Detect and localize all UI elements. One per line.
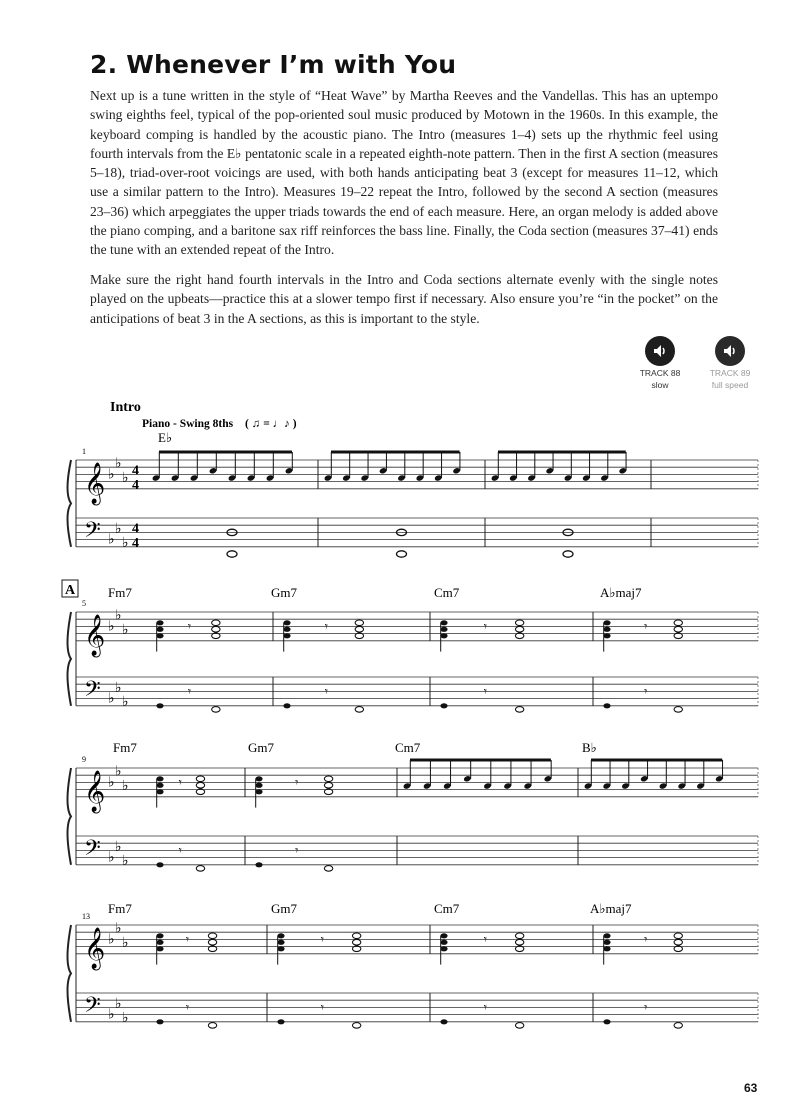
chord-symbol: B♭ xyxy=(582,740,597,755)
eighth-rest-icon: 𝄾 xyxy=(644,619,648,634)
eighth-rest-icon: 𝄾 xyxy=(320,932,324,947)
chord-note-head xyxy=(603,633,610,638)
bass-tied-note-head xyxy=(674,1023,682,1029)
key-signature-flat: ♭ xyxy=(122,535,129,552)
chord-note-head xyxy=(156,783,163,788)
bass-note-head xyxy=(277,1019,284,1024)
track-88-number: TRACK 88 xyxy=(639,368,681,378)
eighth-rest-icon: 𝄾 xyxy=(185,1000,190,1015)
chord-note-head xyxy=(603,627,610,632)
chord-symbol: Cm7 xyxy=(434,901,460,916)
bass-clef-icon: 𝄢 xyxy=(84,993,101,1024)
tied-note-head xyxy=(352,933,360,939)
chord-note-head xyxy=(156,620,163,625)
grand-staff-brace xyxy=(68,925,72,1022)
chord-note-head xyxy=(156,776,163,781)
chord-note-head xyxy=(440,940,447,945)
key-signature-flat: ♭ xyxy=(122,778,129,794)
tied-note-head xyxy=(674,626,682,632)
chord-symbol: Fm7 xyxy=(113,740,137,755)
tied-note-head xyxy=(208,933,216,939)
chord-note-head xyxy=(283,627,290,632)
bass-time-signature-top: 4 xyxy=(132,521,139,537)
tied-note-head xyxy=(212,620,220,626)
tied-note-head xyxy=(355,626,363,632)
bass-note-head xyxy=(156,703,163,708)
chord-note-head xyxy=(156,940,163,945)
whole-note xyxy=(563,551,573,557)
eighth-rest-icon: 𝄾 xyxy=(185,932,190,947)
eighth-rest-icon: 𝄾 xyxy=(320,1000,324,1015)
chord-note-head xyxy=(255,783,262,788)
treble-clef-icon: 𝄞 xyxy=(84,614,106,656)
chord-note-head xyxy=(440,627,447,632)
eighth-rest-icon: 𝄾 xyxy=(295,775,299,790)
treble-time-signature-top: 4 xyxy=(132,463,139,479)
chord-note-head xyxy=(156,633,163,638)
key-signature-flat: ♭ xyxy=(108,774,115,791)
key-signature-flat: ♭ xyxy=(108,618,115,635)
chord-symbol: A♭maj7 xyxy=(600,585,642,600)
key-signature-flat: ♭ xyxy=(115,679,122,696)
tied-note-head xyxy=(352,939,360,945)
eighth-rest-icon: 𝄾 xyxy=(178,775,182,790)
chord-symbol: Fm7 xyxy=(108,585,132,600)
grand-staff-brace xyxy=(68,768,72,865)
track-89-label: full speed xyxy=(711,380,749,390)
tied-note-head xyxy=(515,933,523,939)
tied-note-head xyxy=(355,620,363,626)
key-signature-flat: ♭ xyxy=(115,995,122,1012)
chord-note-head xyxy=(255,776,262,781)
eighth-rest-icon: 𝄾 xyxy=(324,684,329,699)
tied-note-head xyxy=(674,620,682,626)
tied-note-head xyxy=(674,933,682,939)
chord-symbol: Cm7 xyxy=(434,585,460,600)
chord-note-head xyxy=(277,946,284,951)
key-signature-flat: ♭ xyxy=(122,935,129,951)
key-signature-flat: ♭ xyxy=(122,694,129,711)
key-signature-flat: ♭ xyxy=(122,470,129,486)
eighth-rest-icon: 𝄾 xyxy=(483,619,487,634)
bass-time-signature-bottom: 4 xyxy=(132,535,139,551)
chord-note-head xyxy=(277,940,284,945)
bass-note-head xyxy=(603,703,610,708)
chord-note-head xyxy=(156,627,163,632)
bass-tied-note-head xyxy=(355,707,363,713)
bass-note-head xyxy=(156,1019,163,1024)
bass-clef-icon: 𝄢 xyxy=(84,677,101,708)
bass-tied-note-head xyxy=(212,707,220,713)
bass-tied-note-head xyxy=(208,1023,216,1029)
intro-section-label: Intro xyxy=(110,400,141,415)
tied-note-head xyxy=(212,626,220,632)
chord-note-head xyxy=(156,946,163,951)
eighth-rest-icon: 𝄾 xyxy=(483,1000,487,1015)
eighth-rest-icon: 𝄾 xyxy=(324,619,329,634)
track-89-number: TRACK 89 xyxy=(709,368,751,378)
chord-symbol: Cm7 xyxy=(395,740,421,755)
chord-note-head xyxy=(440,933,447,938)
bass-tied-note-head xyxy=(674,707,682,713)
track-88-label: slow xyxy=(651,380,669,390)
chord-note-head xyxy=(603,620,610,625)
bass-tied-note-head xyxy=(324,866,332,872)
bass-note-head xyxy=(283,703,290,708)
bass-tied-note-head xyxy=(196,866,204,872)
chord-symbol: A♭maj7 xyxy=(590,901,632,916)
key-signature-flat: ♭ xyxy=(108,690,115,707)
key-signature-flat: ♭ xyxy=(108,1006,115,1023)
eighth-rest-icon: 𝄾 xyxy=(644,1000,648,1015)
key-signature-flat: ♭ xyxy=(115,520,122,537)
key-signature-flat: ♭ xyxy=(122,622,129,638)
grand-staff-brace xyxy=(68,612,72,706)
whole-note xyxy=(397,551,407,557)
page-number: 63 xyxy=(744,1081,758,1095)
eighth-rest-icon: 𝄾 xyxy=(483,932,487,947)
eighth-rest-icon: 𝄾 xyxy=(295,843,299,858)
tied-note-head xyxy=(515,620,523,626)
tied-note-head xyxy=(324,782,332,788)
swing-equation: ( ♫ = ♩♪ ) xyxy=(245,418,297,430)
chord-symbol: Gm7 xyxy=(271,901,297,916)
key-signature-flat: ♭ xyxy=(115,920,122,937)
key-signature-flat: ♭ xyxy=(108,466,115,483)
chord-note-head xyxy=(603,940,610,945)
chord-note-head xyxy=(255,789,262,794)
key-signature-flat: ♭ xyxy=(115,607,122,624)
measure-number: 5 xyxy=(82,599,86,608)
tied-note-head xyxy=(196,776,204,782)
grand-staff-brace xyxy=(68,460,72,547)
tied-note-head xyxy=(196,782,204,788)
bass-note-head xyxy=(156,862,163,867)
chord-note-head xyxy=(440,633,447,638)
page-title: 2. Whenever I’m with You xyxy=(90,50,457,79)
bass-tied-note-head xyxy=(515,707,523,713)
bass-clef-icon: 𝄢 xyxy=(84,518,101,549)
whole-note xyxy=(227,551,237,557)
key-signature-flat: ♭ xyxy=(115,455,122,472)
tied-note-head xyxy=(324,776,332,782)
eighth-rest-icon: 𝄾 xyxy=(644,932,648,947)
eighth-rest-icon: 𝄾 xyxy=(178,843,182,858)
chord-symbol: Fm7 xyxy=(108,901,132,916)
chord-note-head xyxy=(603,933,610,938)
bass-note-head xyxy=(255,862,262,867)
chord-note-head xyxy=(440,946,447,951)
chord-note-head xyxy=(156,789,163,794)
tied-note-head xyxy=(515,939,523,945)
intro-paragraph: Next up is a tune written in the style of “Heat Wave” by Martha Reeves and the Vandellas. This has an uptempo swing eighths feel, typical of the pop-oriented soul music produced by Motown in the 1960s. In this example, the keyboard comping is handled by the acoustic piano. The Intro (measures 1–4) sets up the rhythmic feel using fourth intervals from the E♭ pentatonic scale in a repeated eighth-note pattern. Then in the first A section (measures 5–18), triad-over-root voicings are used, with both hands anticipating beat 3 (except for measures 11–12, which use a similar pattern to the Intro). Measures 19–22 repeat the Intro, followed by the second A section (measures 23–36) which arpeggiates the upper triads towards the end of each measure. Here, an organ melody is added above the piano comping, and a baritone sax riff reinforces the bass line. Finally, the Coda section (measures 37–41) ends the tune with an extended repeat of the Intro. xyxy=(90,88,718,258)
chord-note-head xyxy=(603,946,610,951)
measure-number: 1 xyxy=(82,447,86,456)
chord-note-head xyxy=(277,933,284,938)
eighth-rest-icon: 𝄾 xyxy=(644,684,648,699)
bass-note-head xyxy=(440,703,447,708)
bass-note-head xyxy=(603,1019,610,1024)
chord-symbol: Gm7 xyxy=(271,585,297,600)
treble-clef-icon: 𝄞 xyxy=(84,770,106,812)
eighth-rest-icon: 𝄾 xyxy=(187,619,192,634)
tied-note-head xyxy=(515,626,523,632)
chord-note-head xyxy=(283,633,290,638)
chord-note-head xyxy=(440,620,447,625)
measure-number: 13 xyxy=(82,912,90,921)
chord-note-head xyxy=(283,620,290,625)
chord-symbol: E♭ xyxy=(158,430,173,445)
treble-clef-icon: 𝄞 xyxy=(84,927,106,969)
eighth-rest-icon: 𝄾 xyxy=(483,684,487,699)
instrument-label: Piano - Swing 8ths xyxy=(142,418,234,430)
chord-note-head xyxy=(156,933,163,938)
key-signature-flat: ♭ xyxy=(122,853,129,870)
key-signature-flat: ♭ xyxy=(122,1010,129,1027)
tied-note-head xyxy=(208,939,216,945)
treble-time-signature-bottom: 4 xyxy=(132,477,139,493)
key-signature-flat: ♭ xyxy=(115,763,122,780)
bass-clef-icon: 𝄢 xyxy=(84,836,101,867)
key-signature-flat: ♭ xyxy=(108,931,115,948)
section-a-label: A xyxy=(65,583,76,598)
tied-note-head xyxy=(674,939,682,945)
eighth-rest-icon: 𝄾 xyxy=(187,684,192,699)
treble-clef-icon: 𝄞 xyxy=(84,462,106,504)
chord-symbol: Gm7 xyxy=(248,740,274,755)
practice-tips-paragraph: Make sure the right hand fourth intervals in the Intro and Coda sections alternate evenly with the single notes played on the upbeats—practice this at a slower tempo first if necessary. Also ensure you’re “in the pocket” on the anticipations of beat 3 in the A sections, as this is important to the style. xyxy=(90,272,718,326)
measure-number: 9 xyxy=(82,755,86,764)
bass-note-head xyxy=(440,1019,447,1024)
key-signature-flat: ♭ xyxy=(108,531,115,548)
key-signature-flat: ♭ xyxy=(108,849,115,866)
bass-tied-note-head xyxy=(352,1023,360,1029)
bass-tied-note-head xyxy=(515,1023,523,1029)
key-signature-flat: ♭ xyxy=(115,838,122,855)
